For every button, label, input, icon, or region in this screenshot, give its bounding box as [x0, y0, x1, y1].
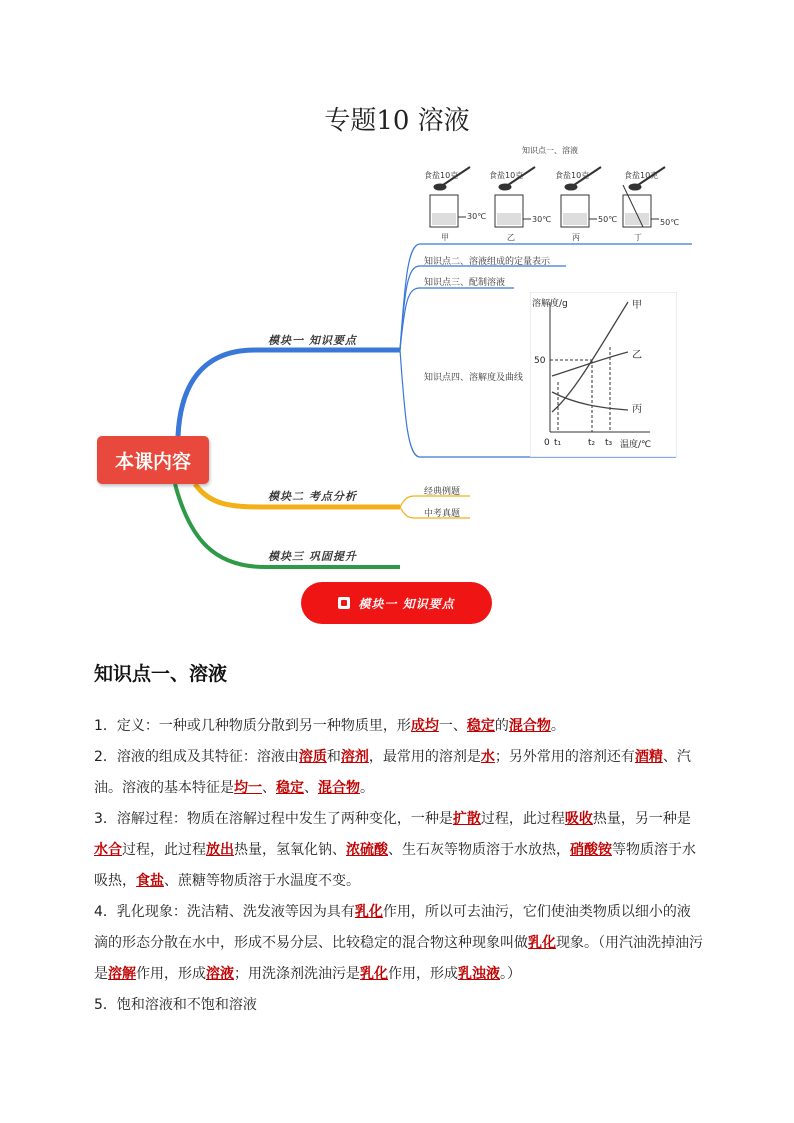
keyword: 稳定	[276, 780, 304, 796]
text-run: 等物质溶于水吸热，	[94, 842, 696, 889]
x-tick-0: 0	[544, 438, 550, 448]
beaker-spoon-label: 食盐10克	[424, 171, 459, 180]
paragraph	[94, 990, 704, 1021]
text-run: 热量，另一种是	[592, 811, 691, 827]
m2-item: 经典例题	[424, 487, 461, 497]
solubility-chart	[530, 292, 677, 457]
text-run: 、生石灰等物质溶于水放热，	[388, 842, 570, 858]
y-tick-50: 50	[534, 356, 546, 366]
kp2-label: 知识点二、溶液组成的定量表示	[424, 257, 551, 267]
text-run: 1．定义：一种或几种物质分散到另一种物质里，形	[94, 718, 411, 734]
x-tick-t3: t₃	[605, 438, 613, 448]
text-run: 、	[262, 780, 276, 796]
keyword: 溶解	[108, 966, 136, 982]
page-title: 专题10 溶液	[324, 106, 470, 136]
module3-label: 模块三 巩固提升	[268, 550, 357, 563]
paragraph	[94, 804, 704, 897]
text-run: 作用，形成	[388, 966, 458, 982]
x-axis-label: 温度/℃	[620, 440, 652, 450]
text-run: ；用洗涤剂洗油污是	[234, 966, 360, 982]
beaker-temp: 50℃	[598, 215, 618, 224]
module2-label: 模块二 考点分析	[268, 490, 357, 503]
book-icon	[338, 597, 350, 609]
beaker-name: 丙	[572, 233, 580, 242]
text-run: 的	[494, 718, 509, 734]
keyword: 硝酸铵	[570, 842, 612, 858]
kp3-label: 知识点三、配制溶液	[424, 278, 506, 288]
beaker-temp: 30℃	[467, 212, 487, 221]
paragraph	[94, 711, 704, 742]
keyword: 酒精	[634, 749, 663, 765]
keyword: 放出	[206, 842, 234, 858]
text-run: 过程，此过程	[122, 842, 206, 858]
text-run: 现象。（用汽油洗掉油污是	[94, 935, 703, 982]
paragraph	[94, 742, 704, 804]
keyword: 乳化	[528, 935, 556, 951]
beaker-name: 丁	[634, 233, 642, 242]
keyword: 混合物	[318, 780, 360, 796]
paragraph	[94, 897, 704, 990]
kp4-label: 知识点四、溶解度及曲线	[424, 373, 524, 383]
x-tick-t2: t₂	[588, 438, 596, 448]
series-bing-label: 丙	[632, 404, 642, 415]
beaker-spoon-label: 食盐10克	[489, 171, 524, 180]
y-axis-label: 溶解度/g	[532, 299, 568, 309]
keyword: 稳定	[466, 718, 495, 734]
text-run: 。	[360, 780, 374, 796]
text-run: 作用，形成	[136, 966, 206, 982]
keyword: 水	[480, 749, 495, 765]
body-text	[94, 711, 704, 1021]
keyword: 乳浊液	[458, 966, 500, 982]
text-run: ；另外常用的溶剂还有	[494, 749, 635, 765]
text-run: 4．乳化现象：洗洁精、洗发液等因为具有	[94, 904, 355, 920]
beaker-spoon-label: 食盐10克	[624, 171, 659, 180]
text-run: 作用，所以可去油污，它们使油类物质以细小的液滴的形态分散在水中，形成不易分层、比较稳定的混合物这种现象叫做	[94, 904, 691, 951]
keyword: 乳化	[360, 966, 388, 982]
beaker-temp: 30℃	[532, 215, 552, 224]
beaker-temp: 50℃	[660, 218, 680, 227]
text-run: 一、	[438, 718, 467, 734]
keyword: 混合物	[508, 718, 551, 734]
keyword: 浓硫酸	[346, 842, 388, 858]
keyword: 食盐	[136, 873, 164, 889]
beaker-name: 乙	[507, 233, 515, 242]
module1-button[interactable]	[301, 582, 492, 624]
keyword: 溶质	[298, 749, 327, 765]
keyword: 均一	[234, 780, 262, 796]
text-run: 、	[304, 780, 318, 796]
text-run: 过程，此过程	[480, 811, 565, 827]
module1-button-label: 模块一 知识要点	[358, 596, 455, 611]
text-run: 3．溶解过程：物质在溶解过程中发生了两种变化，一种是	[94, 811, 453, 827]
text-run: 。）	[500, 966, 521, 982]
series-jia-label: 甲	[632, 300, 642, 311]
module1-label: 模块一 知识要点	[268, 334, 357, 347]
beaker-spoon-label: 食盐10克	[555, 171, 590, 180]
keyword: 水合	[94, 842, 122, 858]
section-heading: 知识点一、溶液	[94, 663, 228, 685]
center-badge: 本课内容	[97, 436, 209, 484]
keyword: 吸收	[564, 811, 593, 827]
keyword: 成均	[410, 718, 439, 734]
kp1-caption: 知识点一、溶液	[522, 146, 578, 155]
keyword: 溶剂	[340, 749, 369, 765]
text-run: 、蔗糖等物质溶于水温度不变。	[164, 873, 360, 889]
m2-item: 中考真题	[424, 509, 461, 519]
text-run: 和	[326, 749, 341, 765]
x-tick-t1: t₁	[554, 438, 562, 448]
keyword: 溶液	[206, 966, 234, 982]
text-run: ，最常用的溶剂是	[368, 749, 481, 765]
text-run: 。	[550, 718, 565, 734]
series-yi-label: 乙	[632, 350, 642, 361]
beaker-name: 甲	[441, 233, 449, 242]
text-run: 热量，氢氧化钠、	[234, 842, 346, 858]
text-run: 2．溶液的组成及其特征：溶液由	[94, 749, 299, 765]
keyword: 乳化	[354, 904, 383, 920]
text-run: 、汽油。溶液的基本特征是	[94, 749, 691, 796]
text-run: 5．饱和溶液和不饱和溶液	[94, 997, 257, 1013]
keyword: 扩散	[452, 811, 481, 827]
